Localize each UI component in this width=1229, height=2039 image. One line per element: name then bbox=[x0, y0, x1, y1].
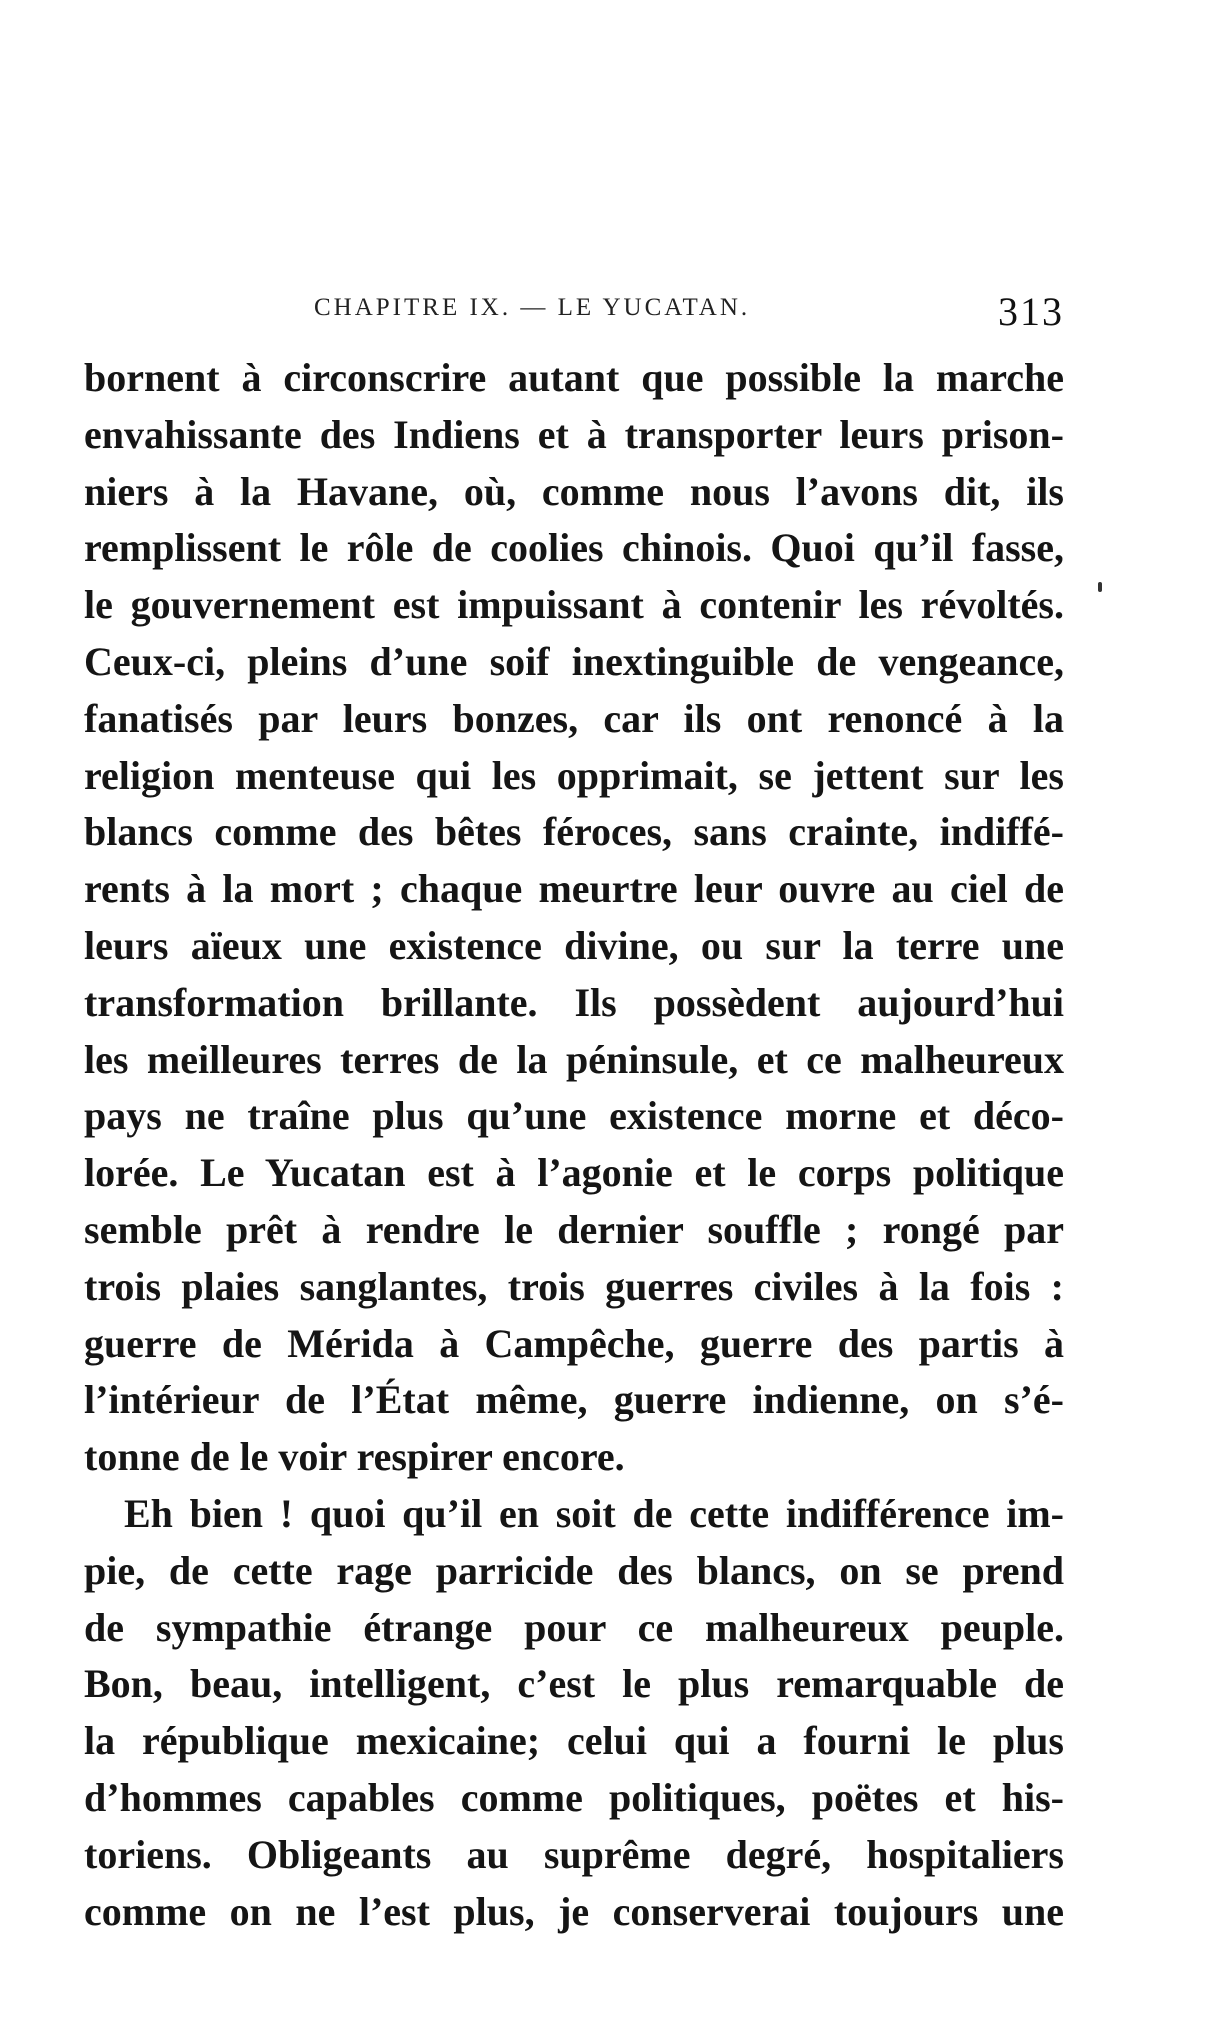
text-line: trois plaies sanglantes, trois guerres civiles à la fois : bbox=[84, 1263, 1064, 1309]
paragraph-2 bbox=[84, 1486, 1064, 1940]
text-line: blancs comme des bêtes féroces, sans crainte, indiffé- bbox=[84, 809, 1064, 855]
page-number: 313 bbox=[998, 289, 1064, 334]
text-line: lorée. Le Yucatan est à l’agonie et le corps politique bbox=[84, 1150, 1064, 1196]
text-line: tonne de le voir respirer encore. bbox=[84, 1434, 625, 1480]
text-line: niers à la Havane, où, comme nous l’avons dit, ils bbox=[84, 468, 1064, 514]
paragraph-1 bbox=[84, 350, 1064, 1486]
text-line: de sympathie étrange pour ce malheureux peuple. bbox=[84, 1604, 1064, 1650]
text-line: envahissante des Indiens et à transporter leurs prison- bbox=[84, 411, 1064, 457]
text-line: le gouvernement est impuissant à contenir les révoltés. bbox=[84, 582, 1064, 628]
text-line: semble prêt à rendre le dernier souffle ; rongé par bbox=[84, 1206, 1064, 1252]
text-line: religion menteuse qui les opprimait, se jettent sur les bbox=[84, 752, 1064, 798]
text-line: bornent à circonscrire autant que possible la marche bbox=[84, 355, 1064, 400]
text-line: toriens. Obligeants au suprême degré, hospitaliers bbox=[84, 1831, 1064, 1877]
text-line: Ceux-ci, pleins d’une soif inextinguible de vengeance, bbox=[84, 638, 1064, 684]
text-line: la république mexicaine; celui qui a fourni le plus bbox=[84, 1718, 1064, 1764]
margin-speck bbox=[1098, 582, 1102, 592]
text-line: pays ne traîne plus qu’une existence morne et déco- bbox=[84, 1093, 1064, 1139]
running-head bbox=[84, 288, 1064, 338]
text-line: fanatisés par leurs bonzes, car ils ont renoncé à la bbox=[84, 695, 1064, 741]
text-line: remplissent le rôle de coolies chinois. Quoi qu’il fasse, bbox=[84, 525, 1064, 571]
text-line: leurs aïeux une existence divine, ou sur la terre une bbox=[84, 922, 1064, 968]
running-title: CHAPITRE IX. — LE YUCATAN. bbox=[314, 294, 751, 321]
text-line: les meilleures terres de la péninsule, et ce malheureux bbox=[84, 1036, 1064, 1082]
text-line: l’intérieur de l’État même, guerre indienne, on s’é- bbox=[84, 1377, 1064, 1423]
text-line: guerre de Mérida à Campêche, guerre des partis à bbox=[84, 1320, 1064, 1366]
text-line: Eh bien ! quoi qu’il en soit de cette indifférence im- bbox=[124, 1490, 1064, 1536]
text-line: comme on ne l’est plus, je conserverai toujours une bbox=[84, 1888, 1064, 1934]
text-line: pie, de cette rage parricide des blancs, on se prend bbox=[84, 1547, 1064, 1593]
text-line: transformation brillante. Ils possèdent aujourd’hui bbox=[84, 979, 1064, 1025]
text-line: rents à la mort ; chaque meurtre leur ouvre au ciel de bbox=[84, 866, 1064, 912]
text-line: d’hommes capables comme politiques, poëtes et his- bbox=[84, 1774, 1064, 1820]
text-line: Bon, beau, intelligent, c’est le plus remarquable de bbox=[84, 1661, 1064, 1707]
body-text bbox=[84, 350, 1064, 1940]
